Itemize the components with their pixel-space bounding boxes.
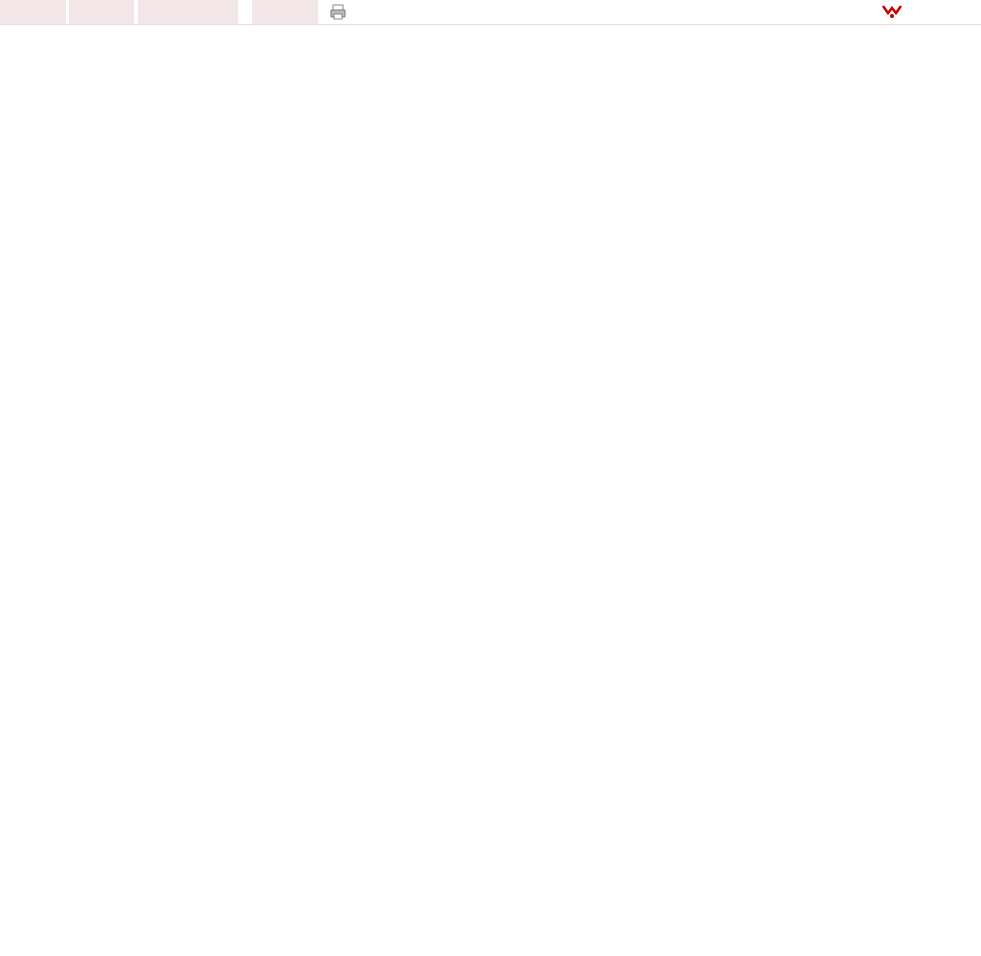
- cycle-chart: [0, 74, 870, 620]
- printer-icon[interactable]: [330, 4, 346, 20]
- top-bar: [0, 0, 981, 25]
- user-name: [0, 0, 66, 24]
- tab-cycle-overview[interactable]: [138, 0, 238, 24]
- cycle-nav[interactable]: [69, 0, 134, 24]
- kurvenreich-logo-icon: [881, 3, 903, 19]
- tab-statistics[interactable]: [252, 0, 318, 24]
